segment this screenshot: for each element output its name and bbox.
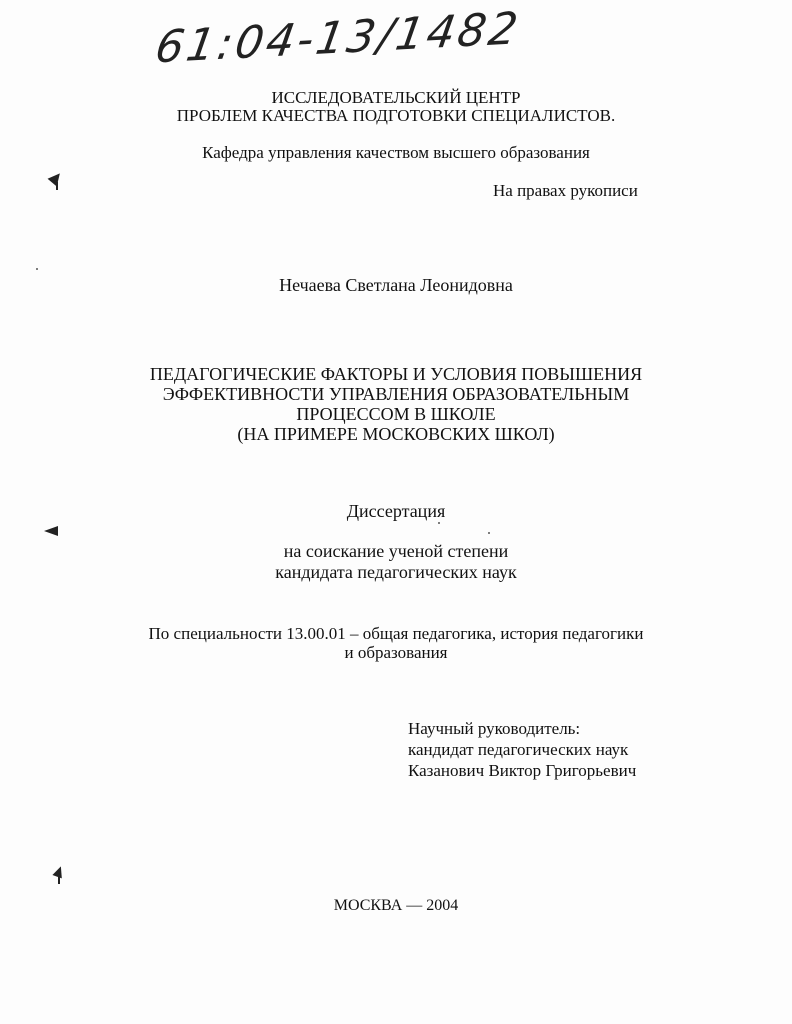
author-name: Нечаева Светлана Леонидовна xyxy=(279,275,513,295)
advisor-name: Казанович Виктор Григорьевич xyxy=(408,761,637,780)
institution-line-1: ИССЛЕДОВАТЕЛЬСКИЙ ЦЕНТР xyxy=(271,88,521,107)
specialty-line-2: и образования xyxy=(344,643,448,662)
scan-speck xyxy=(488,532,490,534)
manuscript-note: На правах рукописи xyxy=(493,181,638,200)
degree-line-1: на соискание ученой степени xyxy=(283,541,509,561)
handwritten-archive-code: 61:04-13/1482 xyxy=(151,2,524,74)
department-name: Кафедра управления качеством высшего образования xyxy=(202,143,590,162)
city-year: МОСКВА — 2004 xyxy=(333,897,459,914)
specialty-line-1: По специальности 13.00.01 – общая педагогика, история педагогики xyxy=(148,624,644,643)
title-line-1: ПЕДАГОГИЧЕСКИЕ ФАКТОРЫ И УСЛОВИЯ ПОВЫШЕНИЯ xyxy=(149,364,643,384)
title-line-3: ПРОЦЕССОМ В ШКОЛЕ xyxy=(296,404,496,424)
advisor-degree: кандидат педагогических наук xyxy=(408,740,629,759)
title-line-4: (НА ПРИМЕРЕ МОСКОВСКИХ ШКОЛ) xyxy=(237,424,555,444)
scan-speck xyxy=(36,268,38,270)
scan-speck xyxy=(438,522,440,524)
title-line-2: ЭФФЕКТИВНОСТИ УПРАВЛЕНИЯ ОБРАЗОВАТЕЛЬНЫМ xyxy=(162,384,630,404)
work-type: Диссертация xyxy=(346,501,446,521)
institution-line-2: ПРОБЛЕМ КАЧЕСТВА ПОДГОТОВКИ СПЕЦИАЛИСТОВ. xyxy=(176,106,616,125)
scientific-advisor-block xyxy=(408,718,636,781)
advisor-label: Научный руководитель: xyxy=(408,719,581,738)
scan-mark-bottom-tail xyxy=(58,876,60,884)
degree-line-2: кандидата педагогических наук xyxy=(275,562,517,582)
scan-mark-top-tail xyxy=(56,182,58,190)
scan-mark-middle xyxy=(44,526,58,536)
